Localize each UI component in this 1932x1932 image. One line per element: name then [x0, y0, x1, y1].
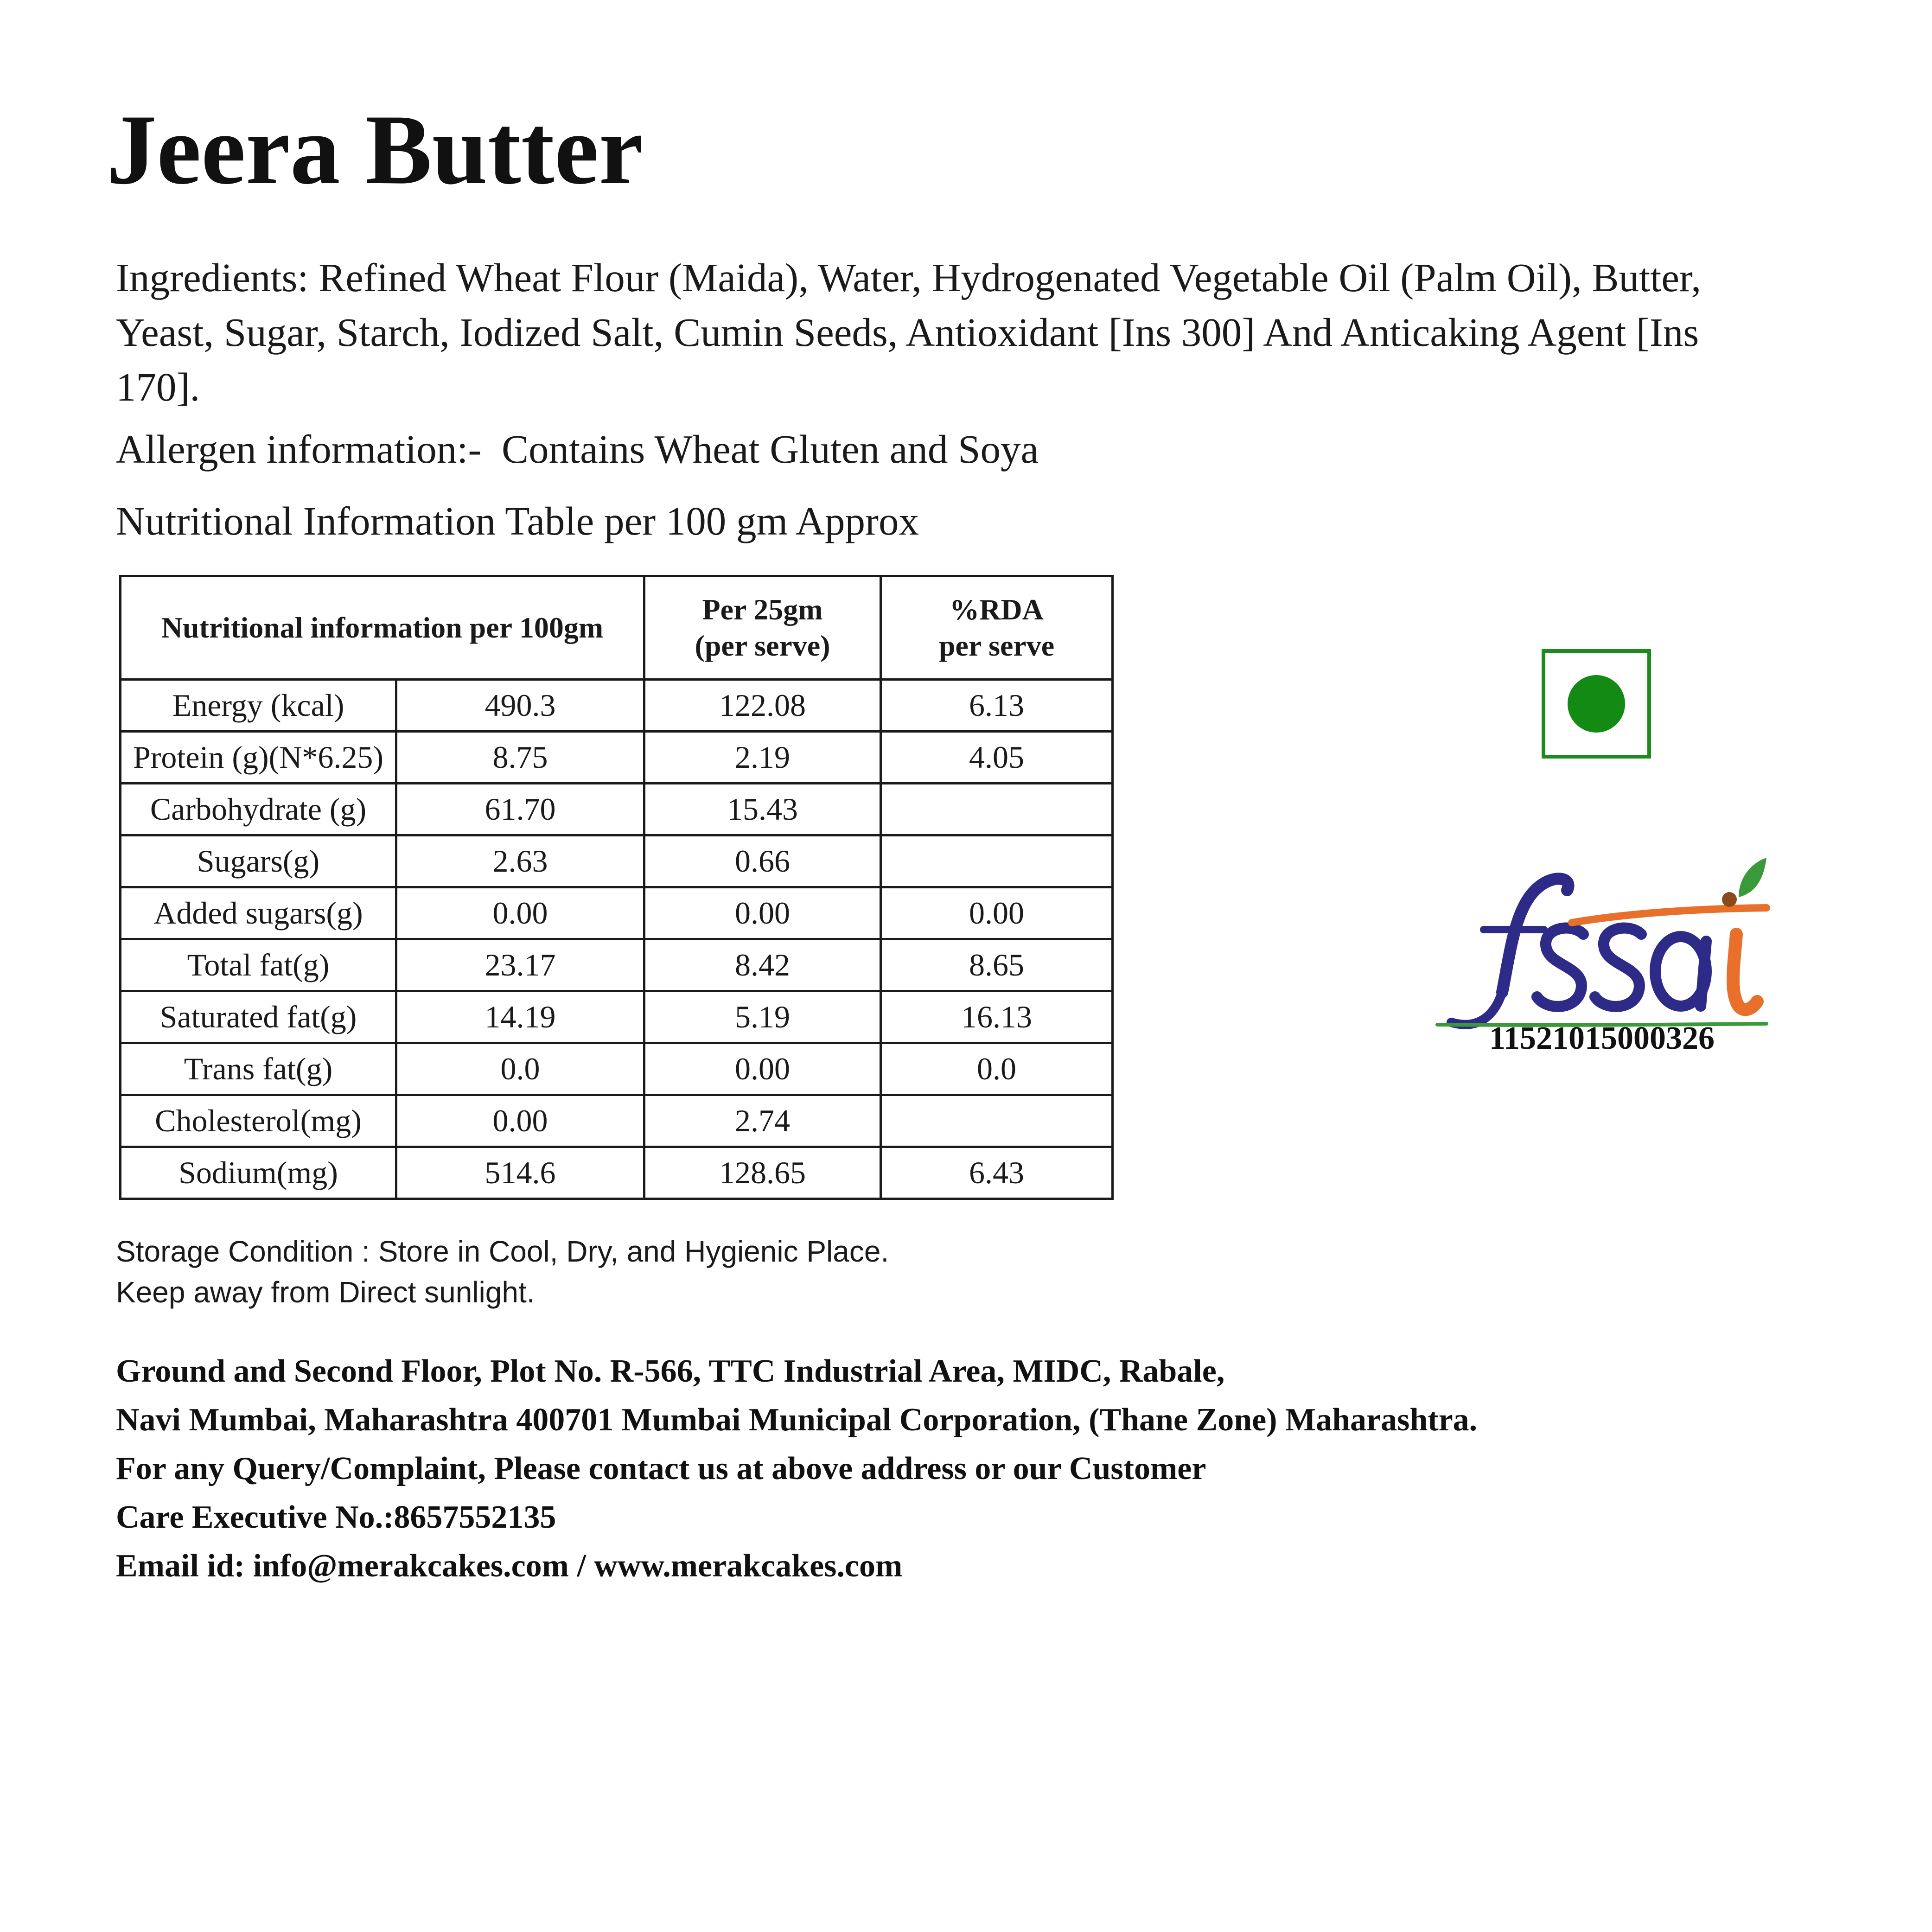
table-row — [121, 835, 1113, 887]
nutrient-name: Protein (g)(N*6.25) — [121, 732, 396, 784]
table-row — [121, 1095, 1113, 1147]
veg-symbol-icon — [1542, 649, 1651, 759]
per-serve-value: 0.00 — [644, 1043, 881, 1095]
nutrient-name: Total fat(g) — [121, 939, 396, 991]
per-100g-value: 0.0 — [396, 1043, 644, 1095]
header-rda — [881, 576, 1113, 680]
table-header-row — [121, 576, 1113, 680]
per-100g-value: 0.00 — [396, 887, 644, 939]
per-100g-value: 8.75 — [396, 732, 644, 784]
nutrient-name: Cholesterol(mg) — [121, 1095, 396, 1147]
rda-value: 16.13 — [881, 991, 1113, 1043]
ingredients-text: Ingredients: Refined Wheat Flour (Maida), Water, Hydrogenated Vegetable Oil (Palm Oil), Butter, Yeast, Sugar, Starch, Iodized Salt, Cumin Seeds, Antioxidant [Ins 300] And Anticaking Agent [Ins 170]. — [116, 255, 1702, 409]
per-serve-value: 2.19 — [644, 732, 881, 784]
rda-value — [881, 1095, 1113, 1147]
per-100g-value: 14.19 — [396, 991, 644, 1043]
table-row — [121, 732, 1113, 784]
rda-value: 8.65 — [881, 939, 1113, 991]
table-row — [121, 680, 1113, 732]
rda-value: 0.00 — [881, 887, 1113, 939]
fssai-logo-icon — [1433, 853, 1771, 1048]
address-line-5: Email id: info@merakcakes.com / www.merakcakes.com — [116, 1548, 903, 1584]
table-row — [121, 939, 1113, 991]
rda-value: 6.43 — [881, 1147, 1113, 1199]
rda-value — [881, 784, 1113, 835]
per-serve-value: 0.00 — [644, 887, 881, 939]
header-nutritional-info: Nutritional information per 100gm — [121, 576, 644, 680]
per-serve-value: 2.74 — [644, 1095, 881, 1147]
per-100g-value: 61.70 — [396, 784, 644, 835]
storage-line-1: Storage Condition : Store in Cool, Dry, and Hygienic Place. — [116, 1235, 889, 1268]
per-100g-value: 2.63 — [396, 835, 644, 887]
table-row — [121, 1147, 1113, 1199]
nutrient-name: Added sugars(g) — [121, 887, 396, 939]
address-line-1: Ground and Second Floor, Plot No. R-566, TTC Industrial Area, MIDC, Rabale, — [116, 1353, 1225, 1389]
address-line-4: Care Executive No.:8657552135 — [116, 1499, 556, 1535]
table-row — [121, 887, 1113, 939]
allergen-info: Allergen information:- Contains Wheat Gluten and Soya — [116, 427, 1039, 472]
nutrient-name: Saturated fat(g) — [121, 991, 396, 1043]
storage-condition — [116, 1231, 889, 1313]
product-title: Jeera Butter — [107, 94, 644, 205]
nutrition-table-heading: Nutritional Information Table per 100 gm Approx — [116, 498, 919, 543]
rda-value: 6.13 — [881, 680, 1113, 732]
nutrient-name: Energy (kcal) — [121, 680, 396, 732]
per-serve-value: 5.19 — [644, 991, 881, 1043]
header-per-serve — [644, 576, 881, 680]
per-serve-value: 8.42 — [644, 939, 881, 991]
header-rda-line2: per serve — [938, 629, 1055, 662]
storage-line-2: Keep away from Direct sunlight. — [116, 1275, 535, 1309]
per-serve-value: 122.08 — [644, 680, 881, 732]
per-100g-value: 514.6 — [396, 1147, 644, 1199]
nutrient-name: Trans fat(g) — [121, 1043, 396, 1095]
per-100g-value: 490.3 — [396, 680, 644, 732]
table-row — [121, 1043, 1113, 1095]
nutrient-name: Sugars(g) — [121, 835, 396, 887]
table-row — [121, 784, 1113, 835]
rda-value — [881, 835, 1113, 887]
per-serve-value: 128.65 — [644, 1147, 881, 1199]
address-line-2: Navi Mumbai, Maharashtra 400701 Mumbai Municipal Corporation, (Thane Zone) Maharashtra. — [116, 1402, 1478, 1438]
fssai-license-number: 11521015000326 — [1489, 1020, 1715, 1056]
per-100g-value: 23.17 — [396, 939, 644, 991]
nutrition-table — [119, 575, 1114, 1200]
header-rda-line1: %RDA — [950, 593, 1044, 626]
rda-value: 4.05 — [881, 732, 1113, 784]
header-per-serve-line1: Per 25gm — [702, 593, 823, 626]
per-100g-value: 0.00 — [396, 1095, 644, 1147]
veg-dot — [1568, 675, 1625, 733]
per-serve-value: 15.43 — [644, 784, 881, 835]
header-per-serve-line2: (per serve) — [695, 629, 830, 662]
rda-value: 0.0 — [881, 1043, 1113, 1095]
nutrient-name: Sodium(mg) — [121, 1147, 396, 1199]
per-serve-value: 0.66 — [644, 835, 881, 887]
manufacturer-address — [116, 1347, 1477, 1590]
nutrient-name: Carbohydrate (g) — [121, 784, 396, 835]
table-row — [121, 991, 1113, 1043]
address-line-3: For any Query/Complaint, Please contact us at above address or our Customer — [116, 1451, 1206, 1486]
